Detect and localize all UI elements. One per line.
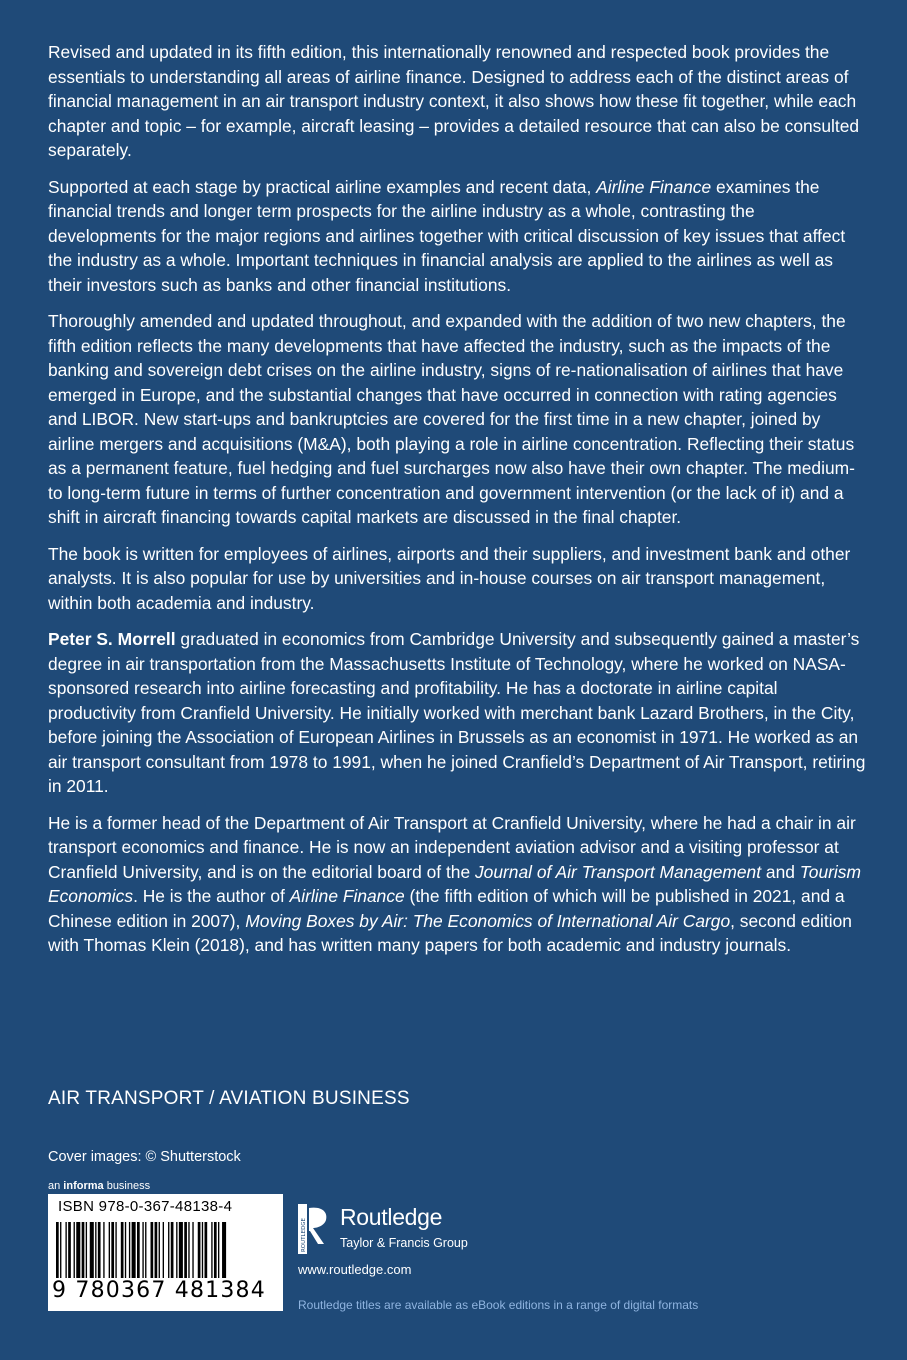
routledge-logo xyxy=(298,1202,488,1262)
barcode-bar xyxy=(142,1222,143,1278)
barcode-bar xyxy=(222,1222,226,1278)
barcode-bar xyxy=(184,1222,187,1278)
barcode-bar xyxy=(95,1222,96,1278)
barcode-bar xyxy=(205,1222,208,1278)
barcode-bar xyxy=(145,1222,146,1278)
barcode-bar xyxy=(211,1222,212,1278)
blurb-paragraph-4: The book is written for employees of airlines, airports and their suppliers, and investment bank and other analysts. It is also popular for use by universities and in-house courses on air transport management, within both academia and industry. xyxy=(48,543,851,613)
logo-vertical-text: ROUTLEDGE xyxy=(301,1217,308,1252)
barcode-bar xyxy=(86,1222,87,1278)
bio2-a: He is a former head of the Department of Air Transport at Cranfield University, where he had a chair in air transport economics and finance. He is now an independent aviation advisor and a visiting professor at Cranfield University, and is on the editorial board of the xyxy=(48,812,856,882)
blurb-paragraph-3: Thoroughly amended and updated throughout, and expanded with the addition of two new chapters, the fifth edition reflects the many developments that have affected the industry, such as the impacts of the banking and sovereign debt crises on the airline industry, signs of re-nationalisation of airlines that have emerged in Europe, and the substantial changes that have occurred in connection with rating agencies and LIBOR. New start-ups and bankruptcies are covered for the first time in a new chapter, joined by airline mergers and acquisitions (M&A), both playing a role in airline concentration. Reflecting their status as a permanent feature, fuel hedging and fuel surcharges now also have their own chapter. The medium- to long-term future in terms of further concentration and government intervention (or the lack of it) and a shift in aircraft financing towards capital markets are discussed in the final chapter. xyxy=(48,311,855,527)
author-bio-2 xyxy=(48,811,866,958)
book-2: Moving Boxes by Air: The Economics of International Air Cargo xyxy=(245,910,731,931)
ebook-note: Routledge titles are available as eBook editions in a range of digital formats xyxy=(298,1298,699,1312)
author-bio-1 xyxy=(48,627,866,799)
informa-pre: an xyxy=(48,1180,64,1192)
barcode-bar xyxy=(151,1222,154,1278)
subject-category: AIR TRANSPORT / AVIATION BUSINESS xyxy=(48,1088,410,1109)
barcode-bar xyxy=(65,1222,66,1278)
book-1: Airline Finance xyxy=(289,886,405,906)
barcode-bar xyxy=(129,1222,130,1278)
barcode-digits: 9 780367 481384 xyxy=(52,1278,266,1303)
isbn-barcode xyxy=(48,1194,283,1311)
barcode-bar xyxy=(159,1222,160,1278)
back-cover-text xyxy=(48,40,866,970)
barcode-bar xyxy=(163,1222,164,1278)
barcode-bar xyxy=(115,1222,116,1278)
barcode-bar xyxy=(111,1222,114,1278)
cover-image-credit: Cover images: © Shutterstock xyxy=(48,1149,241,1165)
bio2-b: . He is the author of xyxy=(133,886,290,906)
barcode-bar xyxy=(132,1222,136,1278)
routledge-r-icon xyxy=(298,1204,332,1254)
journal-1: Journal of Air Transport Management xyxy=(474,861,762,882)
barcode-bar xyxy=(68,1222,71,1278)
barcode-bar xyxy=(179,1222,183,1278)
barcode-bar xyxy=(82,1222,85,1278)
publisher-name: Routledge xyxy=(340,1204,443,1230)
informa-post: business xyxy=(103,1180,151,1192)
barcode-bar xyxy=(198,1222,201,1278)
barcode-bar xyxy=(137,1222,140,1278)
barcode-bar xyxy=(168,1222,169,1278)
barcode-bar xyxy=(214,1222,217,1278)
author-name: Peter S. Morrell xyxy=(48,629,176,649)
journal-2: Tourism Economics xyxy=(48,861,861,906)
barcode-bar xyxy=(90,1222,94,1278)
barcode-bar xyxy=(76,1222,80,1278)
barcode-bar xyxy=(176,1222,177,1278)
barcode-bar xyxy=(218,1222,219,1278)
blurb-paragraph-2 xyxy=(48,175,866,298)
blurb-p2-end: examines the financial trends and longer term prospects for the airline industry as a whole, contrasting the developments for the major regions and airlines together with critical discussion of key issues that affect the industry as a whole. Important techniques in financial analysis are applied to the airlines as well as their investors such as banks and other financial institutions. xyxy=(48,176,846,295)
barcode-bar xyxy=(109,1222,110,1278)
publisher-url[interactable]: www.routledge.com xyxy=(298,1262,412,1277)
barcode-bar xyxy=(192,1222,193,1278)
barcode-bar xyxy=(202,1222,203,1278)
barcode-bar xyxy=(103,1222,104,1278)
barcode-bar xyxy=(125,1222,126,1278)
barcode-bar xyxy=(74,1222,75,1278)
bio2-and: and xyxy=(761,861,800,882)
blurb-p2-start: Supported at each stage by practical airline examples and recent data, xyxy=(48,176,597,197)
barcode-bar xyxy=(121,1222,124,1278)
barcode-bar xyxy=(171,1222,174,1278)
isbn-label: ISBN 978-0-367-48138-4 xyxy=(58,1198,233,1215)
bio2-c: (the fifth edition of which will be published in 2021, and a Chinese edition in 2007), xyxy=(48,886,845,931)
book-title-ref: Airline Finance xyxy=(596,176,712,197)
blurb-paragraph-1: Revised and updated in its fifth edition, this internationally renowned and respected book provides the essentials to understanding all areas of airline finance. Designed to address each of the distinct areas of financial management in an air transport industry context, it also shows how these fit together, while each chapter and topic – for example, aircraft leasing – provides a detailed resource that can also be consulted separately. xyxy=(48,42,860,160)
informa-brand: informa xyxy=(63,1180,104,1192)
barcode-bars xyxy=(56,1222,276,1278)
publisher-group: Taylor & Francis Group xyxy=(340,1236,468,1250)
informa-business-line xyxy=(48,1180,150,1192)
barcode-bar xyxy=(155,1222,158,1278)
barcode-bar xyxy=(56,1222,59,1278)
barcode-bar xyxy=(188,1222,189,1278)
author-bio-1-text: graduated in economics from Cambridge University and subsequently gained a master’s degree in air transportation from the Massachusetts Institute of Technology, where he worked on NASA-sponsored research into airline forecasting and profitability. He has a doctorate in airline capital productivity from Cranfield University. He initially worked with merchant bank Lazard Brothers, in the City, before joining the Association of European Airlines in Brussels as an economist in 1971. He worked as an air transport consultant from 1978 to 1991, when he joined Cranfield’s Department of Air Transport, retiring in 2011. xyxy=(48,629,866,796)
barcode-bar xyxy=(60,1222,61,1278)
barcode-bar xyxy=(98,1222,101,1278)
bio2-d: , second edition with Thomas Klein (2018), and has written many papers for both academic and industry journals. xyxy=(48,910,852,955)
